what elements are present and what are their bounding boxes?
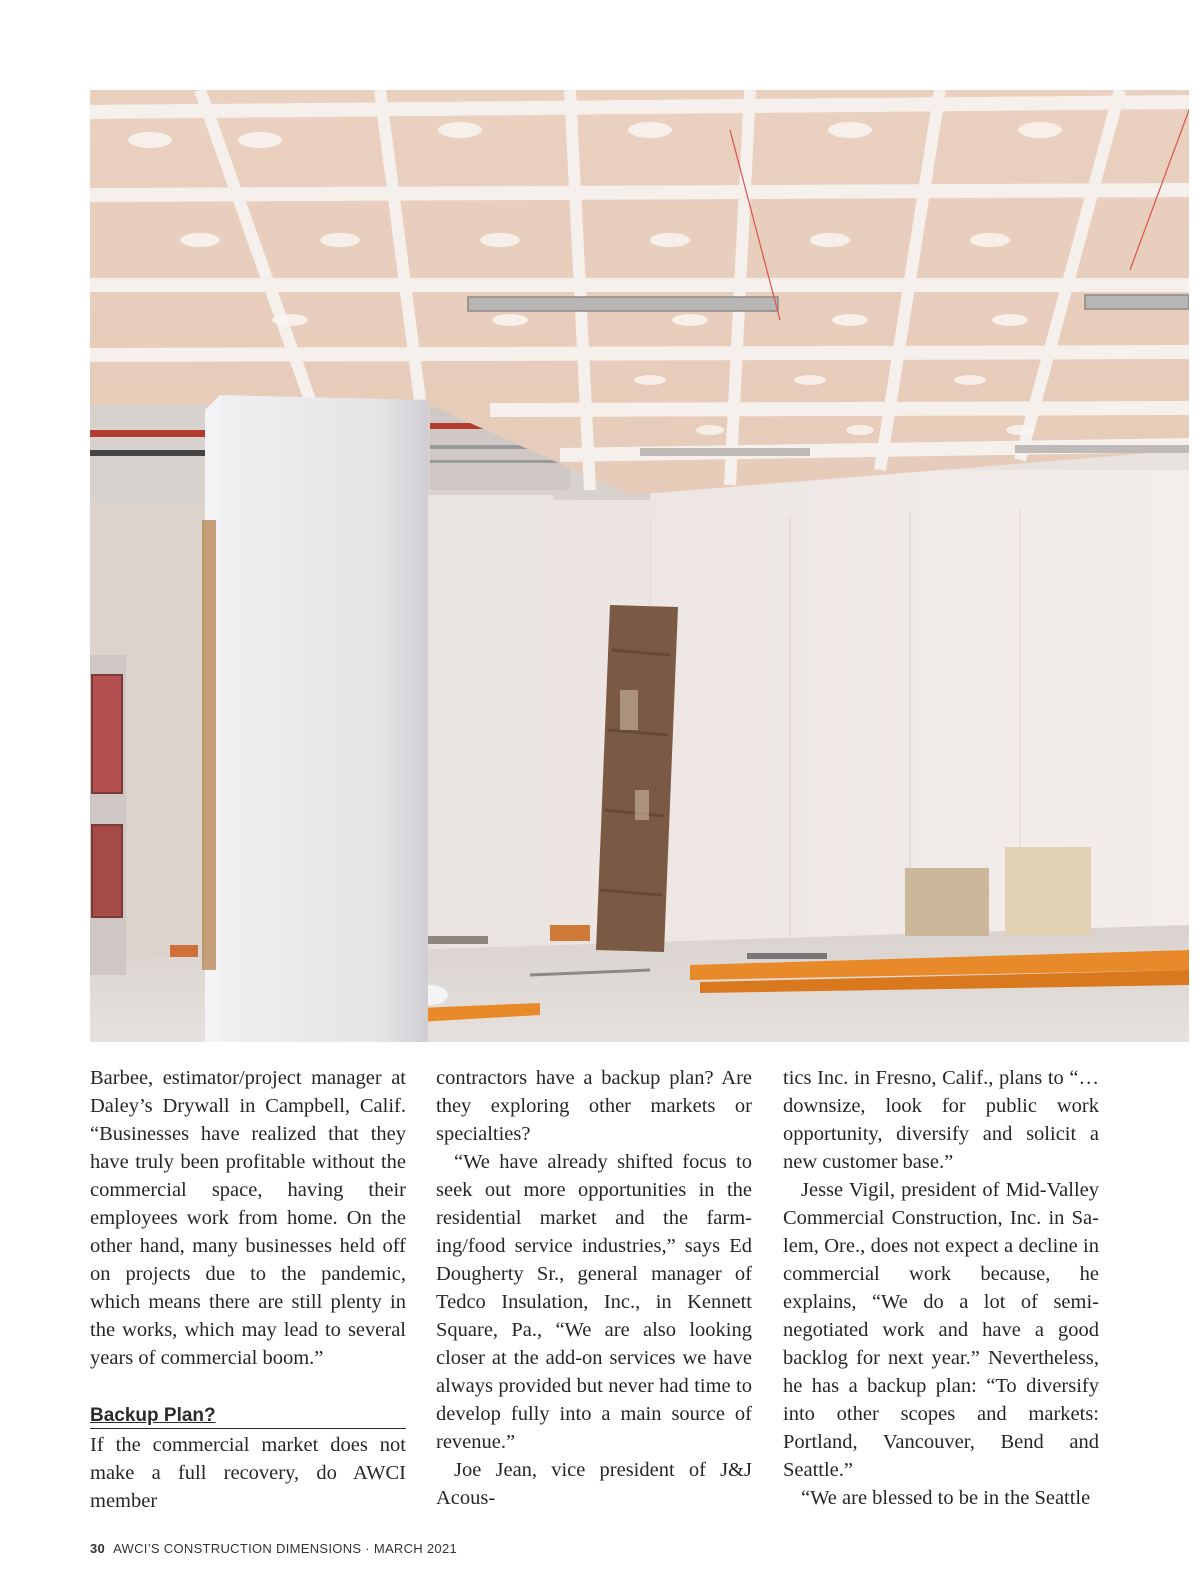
body-paragraph: Jesse Vigil, president of Mid-Valley Commercial Construction, Inc. in Salem, Ore., does not expect a decline in commercial work because, he explains, “We do a lot of semi-negotiated work and have a good backlog for next year.” Nevertheless, he has a backup plan: “To diversify into other scopes and markets: Portland, Vancouver, Bend and Seattle.” (783, 1179, 1099, 1481)
body-paragraph: tics Inc. in Fresno, Calif., plans to “… downsize, look for public work opportunity, diversify and solicit a new customer base.” (783, 1067, 1099, 1173)
body-paragraph: “We are blessed to be in the Seattle (801, 1487, 1091, 1509)
body-paragraph: If the commercial market does not make a full recovery, do AWCI member (90, 1434, 406, 1512)
light-fixture (468, 297, 778, 311)
red-panel (92, 675, 122, 793)
text-column-1 (90, 1064, 406, 1515)
body-paragraph: “We have already shifted focus to seek out more opportunities in the residential market and the farming/food service industries,” says Ed Dougherty Sr., general manager of Tedco Insulation, Inc., in Kennett Square, Pa., “We are also looking closer at the add-on services we have always provided but never had time to develop fully into a main source of revenue.” (436, 1151, 752, 1453)
page-number: 30 (90, 1541, 106, 1556)
page-footer (90, 1541, 457, 1556)
red-pipe (90, 430, 220, 437)
text-column-3 (783, 1064, 1099, 1512)
leaning-wood-plank (596, 605, 678, 952)
section-subhead: Backup Plan? (90, 1404, 406, 1429)
concrete-column (205, 395, 428, 1042)
construction-interior-photo (90, 90, 1189, 1042)
dark-pipe (90, 450, 220, 456)
photo-illustration (90, 90, 1189, 1042)
body-paragraph: Barbee, estimator/project manager at Daley’s Drywall in Campbell, Calif. “Businesses have realized that they have truly been profitable without the commercial space, having their employees work from home. On the other hand, many businesses held off on projects due to the pandemic, which means there are still plenty in the works, which may lead to several years of commercial boom.” (90, 1067, 406, 1369)
text-column-2 (436, 1064, 752, 1512)
publication-line: AWCI’S CONSTRUCTION DIMENSIONS · MARCH 2021 (113, 1541, 458, 1556)
particle-board (905, 868, 989, 936)
body-paragraph: contractors have a backup plan? Are they exploring other markets or specialties? (436, 1067, 752, 1145)
body-paragraph: Joe Jean, vice president of J&J Acous- (436, 1459, 752, 1509)
